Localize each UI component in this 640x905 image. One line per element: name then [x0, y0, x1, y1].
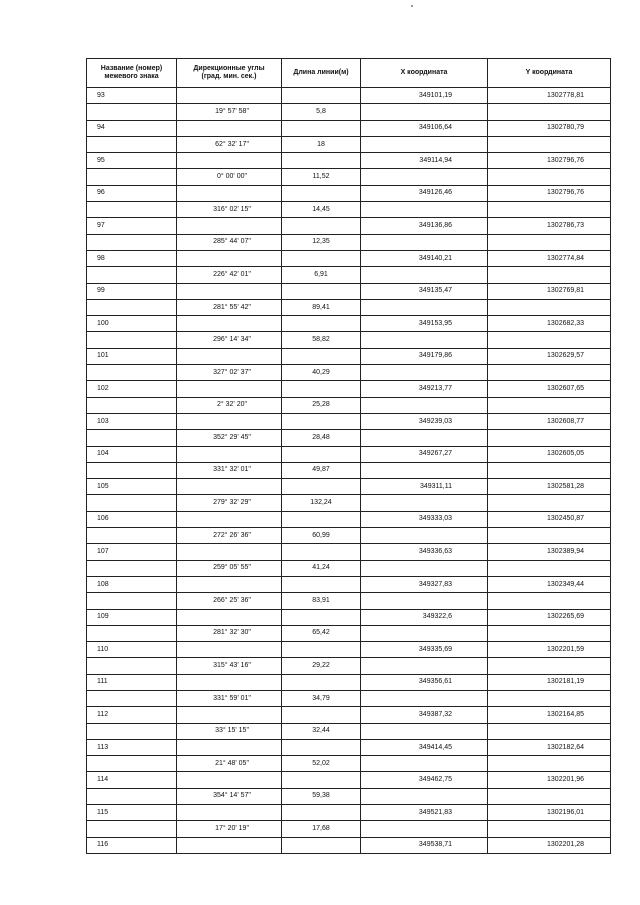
empty-name-cell	[87, 788, 177, 804]
empty-x-cell	[361, 690, 488, 706]
table-row-segment	[87, 593, 611, 609]
x-coordinate-cell: 349179,86	[361, 348, 488, 364]
mark-name-cell: 109	[87, 609, 177, 625]
direction-angle-cell: 19° 57' 58"	[177, 104, 282, 120]
empty-x-cell	[361, 756, 488, 772]
table-row-point	[87, 316, 611, 332]
table-row-segment	[87, 267, 611, 283]
mark-name-cell: 113	[87, 739, 177, 755]
table-row-point	[87, 544, 611, 560]
empty-length-cell	[282, 739, 361, 755]
table-row-point	[87, 283, 611, 299]
empty-angle-cell	[177, 544, 282, 560]
empty-name-cell	[87, 593, 177, 609]
table-row-point	[87, 218, 611, 234]
table-row-point	[87, 609, 611, 625]
direction-angle-cell: 226° 42' 01"	[177, 267, 282, 283]
mark-name-cell: 93	[87, 88, 177, 104]
mark-name-cell: 104	[87, 446, 177, 462]
empty-name-cell	[87, 332, 177, 348]
mark-name-cell: 97	[87, 218, 177, 234]
line-length-cell: 49,87	[282, 462, 361, 478]
empty-length-cell	[282, 185, 361, 201]
direction-angle-cell: 2° 32' 20"	[177, 397, 282, 413]
empty-angle-cell	[177, 316, 282, 332]
empty-length-cell	[282, 218, 361, 234]
empty-angle-cell	[177, 511, 282, 527]
y-coordinate-cell: 1302682,33	[488, 316, 611, 332]
empty-name-cell	[87, 169, 177, 185]
mark-name-cell: 103	[87, 413, 177, 429]
header-y-coordinate-line1: Y координата	[525, 69, 573, 76]
y-coordinate-cell: 1302201,28	[488, 837, 611, 853]
y-coordinate-cell: 1302796,76	[488, 185, 611, 201]
mark-name-cell: 96	[87, 185, 177, 201]
line-length-cell: 28,48	[282, 430, 361, 446]
empty-length-cell	[282, 837, 361, 853]
header-mark-name-line2: межевого знака	[104, 73, 159, 80]
mark-name-cell: 102	[87, 381, 177, 397]
line-length-cell: 41,24	[282, 560, 361, 576]
table-row-segment	[87, 658, 611, 674]
table-row-segment	[87, 136, 611, 152]
direction-angle-cell: 285° 44' 07"	[177, 234, 282, 250]
empty-length-cell	[282, 511, 361, 527]
empty-length-cell	[282, 348, 361, 364]
empty-angle-cell	[177, 772, 282, 788]
direction-angle-cell: 296° 14' 34"	[177, 332, 282, 348]
y-coordinate-cell: 1302796,76	[488, 153, 611, 169]
x-coordinate-cell: 349335,69	[361, 642, 488, 658]
direction-angle-cell: 316° 02' 15"	[177, 202, 282, 218]
empty-length-cell	[282, 805, 361, 821]
table-row-point	[87, 348, 611, 364]
y-coordinate-cell: 1302581,28	[488, 479, 611, 495]
empty-length-cell	[282, 674, 361, 690]
table-row-segment	[87, 430, 611, 446]
table-row-segment	[87, 821, 611, 837]
x-coordinate-cell: 349213,77	[361, 381, 488, 397]
empty-length-cell	[282, 772, 361, 788]
empty-length-cell	[282, 609, 361, 625]
empty-x-cell	[361, 104, 488, 120]
empty-name-cell	[87, 299, 177, 315]
y-coordinate-cell: 1302201,96	[488, 772, 611, 788]
empty-angle-cell	[177, 348, 282, 364]
empty-angle-cell	[177, 642, 282, 658]
table-row-point	[87, 88, 611, 104]
empty-x-cell	[361, 299, 488, 315]
empty-angle-cell	[177, 185, 282, 201]
line-length-cell: 65,42	[282, 625, 361, 641]
direction-angle-cell: 272° 26' 36"	[177, 528, 282, 544]
header-direction-angle-line1: Дирекционные углы	[193, 65, 265, 72]
empty-x-cell	[361, 593, 488, 609]
empty-y-cell	[488, 169, 611, 185]
x-coordinate-cell: 349239,03	[361, 413, 488, 429]
empty-x-cell	[361, 234, 488, 250]
y-coordinate-cell: 1302780,79	[488, 120, 611, 136]
empty-y-cell	[488, 104, 611, 120]
table-row-segment	[87, 332, 611, 348]
table-row-segment	[87, 365, 611, 381]
y-coordinate-cell: 1302769,81	[488, 283, 611, 299]
empty-y-cell	[488, 267, 611, 283]
table-row-point	[87, 120, 611, 136]
empty-y-cell	[488, 365, 611, 381]
x-coordinate-cell: 349387,32	[361, 707, 488, 723]
table-row-point	[87, 772, 611, 788]
table-row-segment	[87, 104, 611, 120]
x-coordinate-cell: 349336,63	[361, 544, 488, 560]
header-y-coordinate	[488, 59, 611, 88]
direction-angle-cell: 331° 59' 01"	[177, 690, 282, 706]
table-row-segment	[87, 169, 611, 185]
x-coordinate-cell: 349267,27	[361, 446, 488, 462]
empty-angle-cell	[177, 153, 282, 169]
x-coordinate-cell: 349126,46	[361, 185, 488, 201]
table-row-point	[87, 511, 611, 527]
table-row-segment	[87, 788, 611, 804]
empty-angle-cell	[177, 120, 282, 136]
mark-name-cell: 94	[87, 120, 177, 136]
empty-y-cell	[488, 202, 611, 218]
empty-angle-cell	[177, 576, 282, 592]
mark-name-cell: 100	[87, 316, 177, 332]
y-coordinate-cell: 1302265,69	[488, 609, 611, 625]
table-row-point	[87, 805, 611, 821]
direction-angle-cell: 33° 15' 15"	[177, 723, 282, 739]
mark-name-cell: 101	[87, 348, 177, 364]
empty-length-cell	[282, 642, 361, 658]
empty-x-cell	[361, 625, 488, 641]
boundary-coordinates-table	[86, 58, 611, 854]
empty-y-cell	[488, 723, 611, 739]
line-length-cell: 25,28	[282, 397, 361, 413]
line-length-cell: 83,91	[282, 593, 361, 609]
direction-angle-cell: 327° 02' 37"	[177, 365, 282, 381]
table-row-point	[87, 153, 611, 169]
empty-x-cell	[361, 462, 488, 478]
empty-name-cell	[87, 462, 177, 478]
empty-name-cell	[87, 267, 177, 283]
direction-angle-cell: 354° 14' 57"	[177, 788, 282, 804]
empty-angle-cell	[177, 218, 282, 234]
empty-name-cell	[87, 756, 177, 772]
empty-length-cell	[282, 88, 361, 104]
empty-angle-cell	[177, 283, 282, 299]
y-coordinate-cell: 1302786,73	[488, 218, 611, 234]
empty-length-cell	[282, 707, 361, 723]
empty-name-cell	[87, 658, 177, 674]
y-coordinate-cell: 1302629,57	[488, 348, 611, 364]
empty-name-cell	[87, 625, 177, 641]
mark-name-cell: 107	[87, 544, 177, 560]
empty-x-cell	[361, 332, 488, 348]
empty-y-cell	[488, 560, 611, 576]
empty-x-cell	[361, 495, 488, 511]
x-coordinate-cell: 349333,03	[361, 511, 488, 527]
x-coordinate-cell: 349114,94	[361, 153, 488, 169]
empty-length-cell	[282, 544, 361, 560]
y-coordinate-cell: 1302774,84	[488, 250, 611, 266]
x-coordinate-cell: 349462,75	[361, 772, 488, 788]
y-coordinate-cell: 1302196,01	[488, 805, 611, 821]
table-row-segment	[87, 756, 611, 772]
header-line-length-line1: Длина линии(м)	[293, 69, 349, 76]
empty-y-cell	[488, 462, 611, 478]
empty-angle-cell	[177, 837, 282, 853]
empty-x-cell	[361, 821, 488, 837]
empty-y-cell	[488, 234, 611, 250]
y-coordinate-cell: 1302389,94	[488, 544, 611, 560]
y-coordinate-cell: 1302201,59	[488, 642, 611, 658]
direction-angle-cell: 352° 29' 45"	[177, 430, 282, 446]
direction-angle-cell: 0° 00' 00"	[177, 169, 282, 185]
table-body	[87, 88, 611, 854]
header-line-length	[282, 59, 361, 88]
empty-x-cell	[361, 723, 488, 739]
mark-name-cell: 95	[87, 153, 177, 169]
table-row-segment	[87, 723, 611, 739]
table-row-segment	[87, 495, 611, 511]
table-row-segment	[87, 202, 611, 218]
table-row-segment	[87, 234, 611, 250]
table-row-point	[87, 250, 611, 266]
empty-length-cell	[282, 250, 361, 266]
x-coordinate-cell: 349140,21	[361, 250, 488, 266]
table-row-point	[87, 185, 611, 201]
direction-angle-cell: 17° 20' 19"	[177, 821, 282, 837]
empty-y-cell	[488, 332, 611, 348]
x-coordinate-cell: 349135,47	[361, 283, 488, 299]
mark-name-cell: 112	[87, 707, 177, 723]
table-row-point	[87, 707, 611, 723]
mark-name-cell: 105	[87, 479, 177, 495]
line-length-cell: 6,91	[282, 267, 361, 283]
empty-x-cell	[361, 267, 488, 283]
empty-y-cell	[488, 690, 611, 706]
empty-length-cell	[282, 381, 361, 397]
x-coordinate-cell: 349101,19	[361, 88, 488, 104]
empty-angle-cell	[177, 88, 282, 104]
empty-name-cell	[87, 365, 177, 381]
empty-y-cell	[488, 625, 611, 641]
mark-name-cell: 114	[87, 772, 177, 788]
empty-y-cell	[488, 136, 611, 152]
empty-y-cell	[488, 397, 611, 413]
empty-name-cell	[87, 234, 177, 250]
empty-name-cell	[87, 560, 177, 576]
empty-angle-cell	[177, 674, 282, 690]
empty-name-cell	[87, 397, 177, 413]
y-coordinate-cell: 1302605,05	[488, 446, 611, 462]
line-length-cell: 12,35	[282, 234, 361, 250]
empty-x-cell	[361, 788, 488, 804]
line-length-cell: 17,68	[282, 821, 361, 837]
line-length-cell: 14,45	[282, 202, 361, 218]
empty-angle-cell	[177, 609, 282, 625]
line-length-cell: 18	[282, 136, 361, 152]
empty-angle-cell	[177, 707, 282, 723]
mark-name-cell: 99	[87, 283, 177, 299]
empty-name-cell	[87, 202, 177, 218]
y-coordinate-cell: 1302778,81	[488, 88, 611, 104]
empty-y-cell	[488, 593, 611, 609]
y-coordinate-cell: 1302349,44	[488, 576, 611, 592]
empty-name-cell	[87, 430, 177, 446]
empty-x-cell	[361, 136, 488, 152]
empty-y-cell	[488, 821, 611, 837]
line-length-cell: 34,79	[282, 690, 361, 706]
line-length-cell: 11,52	[282, 169, 361, 185]
table-row-segment	[87, 560, 611, 576]
header-x-coordinate-line1: X координата	[400, 69, 448, 76]
table-row-segment	[87, 625, 611, 641]
y-coordinate-cell: 1302181,19	[488, 674, 611, 690]
table-row-segment	[87, 528, 611, 544]
empty-name-cell	[87, 495, 177, 511]
empty-x-cell	[361, 430, 488, 446]
empty-y-cell	[488, 495, 611, 511]
empty-length-cell	[282, 413, 361, 429]
x-coordinate-cell: 349136,86	[361, 218, 488, 234]
x-coordinate-cell: 349538,71	[361, 837, 488, 853]
empty-angle-cell	[177, 381, 282, 397]
empty-length-cell	[282, 446, 361, 462]
empty-length-cell	[282, 316, 361, 332]
empty-length-cell	[282, 479, 361, 495]
header-mark-name	[87, 59, 177, 88]
mark-name-cell: 115	[87, 805, 177, 821]
empty-angle-cell	[177, 739, 282, 755]
line-length-cell: 40,29	[282, 365, 361, 381]
table-row-point	[87, 739, 611, 755]
table-row-point	[87, 642, 611, 658]
header-x-coordinate	[361, 59, 488, 88]
direction-angle-cell: 62° 32' 17"	[177, 136, 282, 152]
empty-x-cell	[361, 169, 488, 185]
line-length-cell: 52,02	[282, 756, 361, 772]
direction-angle-cell: 259° 05' 55"	[177, 560, 282, 576]
empty-x-cell	[361, 365, 488, 381]
line-length-cell: 59,38	[282, 788, 361, 804]
empty-name-cell	[87, 821, 177, 837]
empty-y-cell	[488, 658, 611, 674]
y-coordinate-cell: 1302164,85	[488, 707, 611, 723]
header-direction-angle-line2: (град. мин. сек.)	[201, 73, 257, 80]
table-row-segment	[87, 397, 611, 413]
x-coordinate-cell: 349322,6	[361, 609, 488, 625]
mark-name-cell: 111	[87, 674, 177, 690]
empty-length-cell	[282, 283, 361, 299]
line-length-cell: 89,41	[282, 299, 361, 315]
x-coordinate-cell: 349356,61	[361, 674, 488, 690]
direction-angle-cell: 331° 32' 01"	[177, 462, 282, 478]
direction-angle-cell: 281° 55' 42"	[177, 299, 282, 315]
empty-x-cell	[361, 658, 488, 674]
empty-name-cell	[87, 528, 177, 544]
direction-angle-cell: 21° 48' 05"	[177, 756, 282, 772]
mark-name-cell: 116	[87, 837, 177, 853]
mark-name-cell: 108	[87, 576, 177, 592]
table-row-segment	[87, 690, 611, 706]
line-length-cell: 60,99	[282, 528, 361, 544]
direction-angle-cell: 279° 32' 29"	[177, 495, 282, 511]
mark-name-cell: 98	[87, 250, 177, 266]
table-row-point	[87, 479, 611, 495]
direction-angle-cell: 315° 43' 16"	[177, 658, 282, 674]
empty-name-cell	[87, 136, 177, 152]
table-row-segment	[87, 462, 611, 478]
empty-angle-cell	[177, 413, 282, 429]
line-length-cell: 132,24	[282, 495, 361, 511]
direction-angle-cell: 266° 25' 36"	[177, 593, 282, 609]
table-row-point	[87, 674, 611, 690]
x-coordinate-cell: 349414,45	[361, 739, 488, 755]
table-row-point	[87, 576, 611, 592]
empty-x-cell	[361, 560, 488, 576]
empty-angle-cell	[177, 446, 282, 462]
empty-y-cell	[488, 756, 611, 772]
mark-name-cell: 106	[87, 511, 177, 527]
empty-y-cell	[488, 430, 611, 446]
x-coordinate-cell: 349106,64	[361, 120, 488, 136]
empty-name-cell	[87, 723, 177, 739]
empty-y-cell	[488, 299, 611, 315]
line-length-cell: 32,44	[282, 723, 361, 739]
empty-y-cell	[488, 788, 611, 804]
line-length-cell: 58,82	[282, 332, 361, 348]
empty-angle-cell	[177, 479, 282, 495]
table-header-row	[87, 59, 611, 88]
x-coordinate-cell: 349153,95	[361, 316, 488, 332]
x-coordinate-cell: 349311,11	[361, 479, 488, 495]
table-row-point	[87, 837, 611, 853]
table-row-point	[87, 413, 611, 429]
table-row-point	[87, 446, 611, 462]
empty-x-cell	[361, 202, 488, 218]
empty-length-cell	[282, 120, 361, 136]
empty-name-cell	[87, 690, 177, 706]
y-coordinate-cell: 1302608,77	[488, 413, 611, 429]
table-row-segment	[87, 299, 611, 315]
line-length-cell: 29,22	[282, 658, 361, 674]
header-direction-angle	[177, 59, 282, 88]
empty-length-cell	[282, 576, 361, 592]
empty-length-cell	[282, 153, 361, 169]
y-coordinate-cell: 1302182,64	[488, 739, 611, 755]
line-length-cell: 5,8	[282, 104, 361, 120]
empty-angle-cell	[177, 805, 282, 821]
x-coordinate-cell: 349521,83	[361, 805, 488, 821]
empty-name-cell	[87, 104, 177, 120]
scan-dot	[411, 5, 413, 7]
empty-x-cell	[361, 397, 488, 413]
empty-x-cell	[361, 528, 488, 544]
empty-y-cell	[488, 528, 611, 544]
x-coordinate-cell: 349327,83	[361, 576, 488, 592]
header-mark-name-line1: Название (номер)	[100, 65, 163, 72]
direction-angle-cell: 281° 32' 30"	[177, 625, 282, 641]
y-coordinate-cell: 1302450,87	[488, 511, 611, 527]
empty-angle-cell	[177, 250, 282, 266]
mark-name-cell: 110	[87, 642, 177, 658]
y-coordinate-cell: 1302607,65	[488, 381, 611, 397]
table-row-point	[87, 381, 611, 397]
